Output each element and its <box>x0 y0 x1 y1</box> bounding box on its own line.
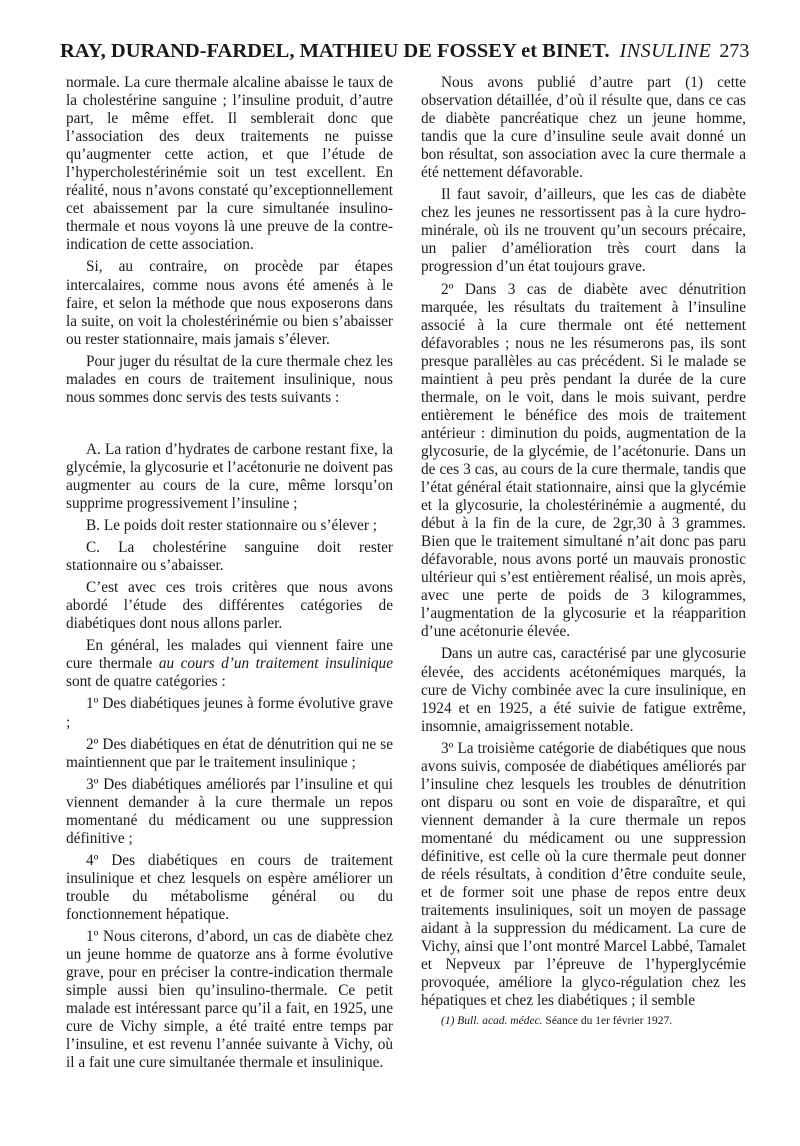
paragraph: Si, au contraire, on procède par étapes intercalaires, comme nous avons été amenés à le faire, et selon la méthode que nous exposerons dans la suite, on voit la cholestérinémie ou bien s’abaisser ou rester stationnaire, mais jamais s’élever. <box>66 258 393 348</box>
paragraph-categories-intro <box>66 637 393 691</box>
paragraph: C’est avec ces trois critères que nous avons abordé l’étude des différentes catégories de diabétiques dont nous allons parler. <box>66 579 393 633</box>
paragraph: Nous avons publié d’autre part (1) cette observation détaillée, d’où il résulte que, dans ce cas de diabète pancréatique chez un jeune homme, tandis que la cure d’insuline seule avait donné un bon résultat, son association avec la cure thermale a été nettement défavorable. <box>421 74 746 182</box>
paragraph: 2º Dans 3 cas de diabète avec dénutrition marquée, les résultats du traitement à l’insuline associé à la cure thermale ont été nettement défavorables ; nous ne les résumerons pas, ils sont presque parallèles au cas précédent. Si le malade se maintient à peu près pendant la durée de la cure thermale, on le voit, dans le mois suivant, perdre entièrement le bénéfice des mois de traitement antérieur : diminution du poids, augmentation de la glycosurie, de la glycémie, de l’acétonurie. Dans un de ces 3 cas, au cours de la cure thermale, tandis que l’état général était stationnaire, ainsi que la glycémie et la glycosurie, la cholestérinémie a augmenté, du début à la fin de la cure, de 2gr,30 à 3 grammes. Bien que le traitement simultané n’ait donc pas paru défavorable, nous avons porté un mauvais pronostic ultérieur qui s’est entièrement réalisé, un mois après, avec une perte de poids de 3 kilogrammes, l’augmentation de la glycosurie et la réapparition d’une acétonurie élevée. <box>421 280 746 641</box>
text-run: En général, les malades qui viennent faire une cure thermale <box>66 637 393 673</box>
paragraph: normale. La cure thermale alcaline abaisse le taux de la cholestérine sanguine ; l’insuline produit, d’autre part, le même effet. Il semblerait donc que l’association des deux traitements ne puisse qu’augmenter cette action, et que l’étude de l’hypercholestérinémie soit un test excellent. En réalité, nous n’avons constaté qu’exceptionnellement cet abaissement par la cure simultanée insulino-thermale et nous voyons là une preuve de la contre-indication de cette association. <box>66 74 393 254</box>
criterion-b: B. Le poids doit rester stationnaire ou s’élever ; <box>86 517 377 535</box>
text-run: sont de quatre catégories : <box>66 673 226 691</box>
footnote-ref: (1) Bull. acad. médec. <box>441 1015 543 1028</box>
paragraph: Il faut savoir, d’ailleurs, que les cas de diabète chez les jeunes ne ressortissent pas à la cure hydro-minérale, où ils ne trouvent qu’un secours précaire, un palier d’amélioration très court dans la progression d’un état toujours grave. <box>421 186 746 276</box>
category-4: 4º Des diabétiques en cours de traitement insulinique et chez lesquels on espère améliorer un trouble du métabolisme général ou du fonctionnement hépatique. <box>66 851 393 923</box>
left-column <box>66 74 393 1076</box>
category-1: 1º Des diabétiques jeunes à forme évolutive grave ; <box>66 695 393 731</box>
paragraph: 1º Nous citerons, d’abord, un cas de diabète chez un jeune homme de quatorze ans à forme évolutive grave, pour en préciser la contre-indication thermale simple aussi bien qu’insulino-thermale. Ce petit malade est intéressant parce qu’il a fait, en 1925, une cure de Vichy simple, a été traité entre temps par l’insuline, et est revenu l’année suivante à Vichy, où il a fait une cure simultanée thermale et insulinique. <box>66 928 393 1072</box>
category-3: 3º Des diabétiques améliorés par l’insuline et qui viennent demander à la cure thermale un repos momentané du médicament ou une suppression définitive ; <box>66 775 393 847</box>
category-2: 2º Des diabétiques en état de dénutrition qui ne se maintiennent que par le traitement insulinique ; <box>66 735 393 771</box>
criterion-c: C. La cholestérine sanguine doit rester stationnaire ou s’abaisser. <box>66 539 393 575</box>
paragraph: Pour juger du résultat de la cure thermale chez les malades en cours de traitement insulinique, nous nous sommes donc servis des tests suivants : <box>66 352 393 406</box>
header-journal: INSULINE <box>619 40 712 62</box>
running-header <box>60 40 750 74</box>
page-number: 273 <box>719 40 750 62</box>
criterion-a: A. La ration d’hydrates de carbone restant fixe, la glycémie, la glycosurie et l’acétonurie ne doivent pas augmenter au cours de la cure, même lorsqu’on supprime progressivement l’insuline ; <box>66 440 393 512</box>
paragraph: Dans un autre cas, caractérisé par une glycosurie élevée, des accidents acétonémiques marqués, la cure de Vichy combinée avec la cure insulinique, en 1924 et en 1925, a été suivie de fatigue extrême, insomnie, amaigrissement notable. <box>421 645 746 735</box>
emphasis: au cours d’un traitement insulinique <box>158 655 393 673</box>
paragraph: 3º La troisième catégorie de diabétiques que nous avons suivis, composée de diabétiques améliorés par l’insuline chez lesquels les troubles de dénutrition ont disparu ou sont en voie de disparaître, et qui viennent demander à la cure thermale un repos momentané du médicament ou une suppression définitive, est celle où la cure thermale peut donner de réels résultats, à condition d’être conduite seule, et de former soit une phase de repos entre deux traitements insuliniques, soit un moyen de passage aidant à la suppression du médicament. La cure de Vichy, ainsi que l’ont montré Marcel Labbé, Tamalet et Nepveux par l’épreuve de l’hyperglycémie provoquée, améliore la glyco-régulation chez les hépatiques et chez les diabétiques ; il semble <box>421 739 746 1010</box>
footnote <box>421 1014 746 1028</box>
header-authors: RAY, DURAND-FARDEL, MATHIEU DE FOSSEY et BINET. <box>60 40 610 62</box>
footnote-text: Séance du 1er février 1927. <box>545 1015 673 1028</box>
right-column <box>421 74 746 1032</box>
